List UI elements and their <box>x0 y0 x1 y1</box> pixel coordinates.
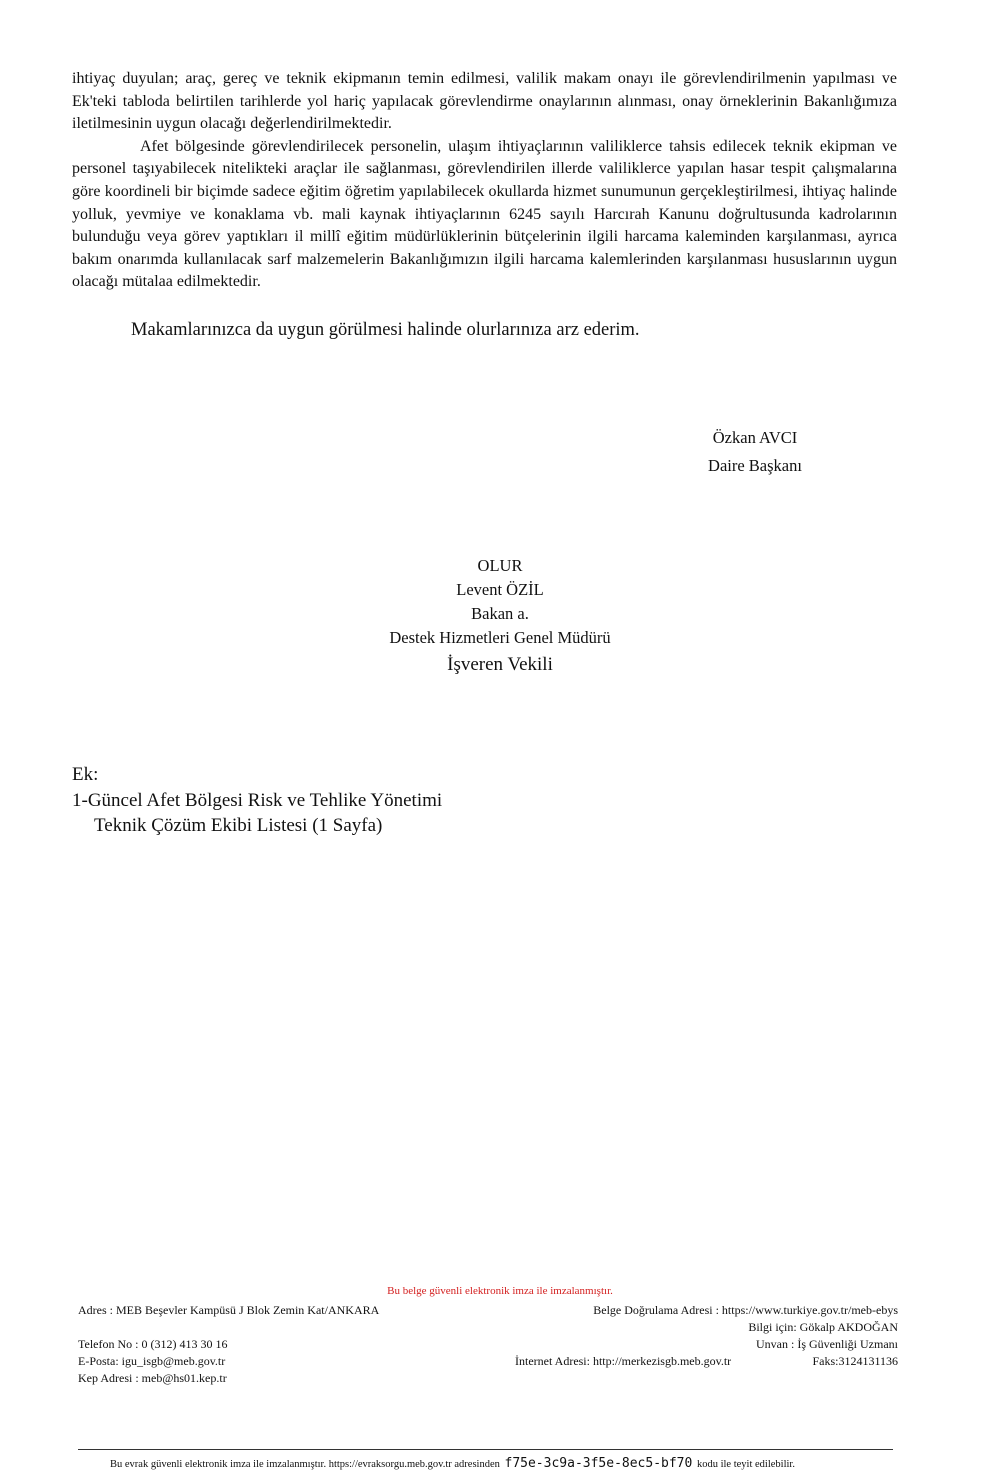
approver-role: İşveren Vekili <box>447 654 553 675</box>
footer-title: Unvan : İş Güvenliği Uzmanı <box>756 1337 898 1351</box>
approver-name: Levent ÖZİL <box>456 580 544 599</box>
footer-info: Bilgi için: Gökalp AKDOĞAN <box>748 1320 898 1334</box>
signer-name: Özkan AVCI <box>712 428 798 447</box>
approver-title: Destek Hizmetleri Genel Müdürü <box>389 628 611 647</box>
footer-phone: Telefon No : 0 (312) 413 30 16 <box>78 1337 228 1351</box>
footer-fax: Faks:3124131136 <box>812 1354 898 1368</box>
body-text <box>72 68 897 294</box>
paragraph-1: ihtiyaç duyulan; araç, gereç ve teknik ekipmanın temin edilmesi, valilik makam onayı ile görevlendirilmenin yapılması ve Ek'teki tabloda belirtilen tarihlerde yol hariç yapılacak görevlendirme onaylarının alınması, onay örneklerinin Bakanlığımıza iletilmesinin uygun olacağı değerlendirilmektedir. <box>72 70 897 133</box>
footer-internet: İnternet Adresi: http://merkezisgb.meb.gov.tr <box>515 1354 732 1368</box>
signature-block <box>640 424 870 480</box>
paragraph-2: Afet bölgesinde görevlendirilecek personelin, ulaşım ihtiyaçlarının valiliklerce tahsis edilecek teknik ekipman ve personel taşıyabilecek nitelikteki araçlar ile sağlanması, görevlendirilen illerde valiliklerce yapılan hasar tespit çalışmalarına göre koordineli bir biçimde sadece eğitim öğretim yapılabilecek okullarda hizmet sunumunun gerçekleştirilmesi, ihtiyaç halinde yolluk, yevmiye ve konaklama vb. mali kaynak ihtiyaçlarının 6245 sayılı Harcırah Kanunu doğrultusunda kadrolarının bulunduğu veya görev yaptıkları il millî eğitim müdürlüklerinin bütçelerinin ilgili harcama kaleminden karşılanması, ayrıca bakım onarımda kullanılacak sarf malzemelerin Bakanlığımızın ilgili harcama kalemlerinden karşılanması hususlarının uygun olacağı mütalaa edilmektedir. <box>72 137 897 291</box>
esign-note: Bu belge güvenli elektronik imza ile imzalanmıştır. <box>387 1285 613 1297</box>
attachment-item-line2: Teknik Çözüm Ekibi Listesi (1 Sayfa) <box>94 815 383 836</box>
footer-address: Adres : MEB Beşevler Kampüsü J Blok Zemin Kat/ANKARA <box>78 1303 380 1317</box>
verification-line <box>110 1456 900 1471</box>
footer-divider <box>78 1449 893 1450</box>
attachment-item-line1: 1-Güncel Afet Bölgesi Risk ve Tehlike Yönetimi <box>72 789 443 811</box>
verify-prefix: Bu evrak güvenli elektronik imza ile imzalanmıştır. https://evraksorgu.meb.gov.tr adresinden <box>110 1459 500 1470</box>
signer-title: Daire Başkanı <box>708 456 802 475</box>
attachments-label: Ek: <box>72 764 99 785</box>
closing-sentence: Makamlarınızca da uygun görülmesi halinde olurlarınıza arz ederim. <box>131 320 640 340</box>
verify-code: f75e-3c9a-3f5e-8ec5-bf70 <box>504 1456 693 1471</box>
approval-block <box>300 554 700 680</box>
attachments <box>72 762 442 839</box>
approval-olur: OLUR <box>477 556 523 575</box>
verify-suffix: kodu ile teyit edilebilir. <box>696 1459 795 1470</box>
footer-kep: Kep Adresi : meb@hs01.kep.tr <box>78 1371 227 1385</box>
approver-on-behalf: Bakan a. <box>471 604 529 623</box>
footer-verify-address: Belge Doğrulama Adresi : https://www.turkiye.gov.tr/meb-ebys <box>593 1303 898 1317</box>
footer-email: E-Posta: igu_isgb@meb.gov.tr <box>78 1354 226 1368</box>
